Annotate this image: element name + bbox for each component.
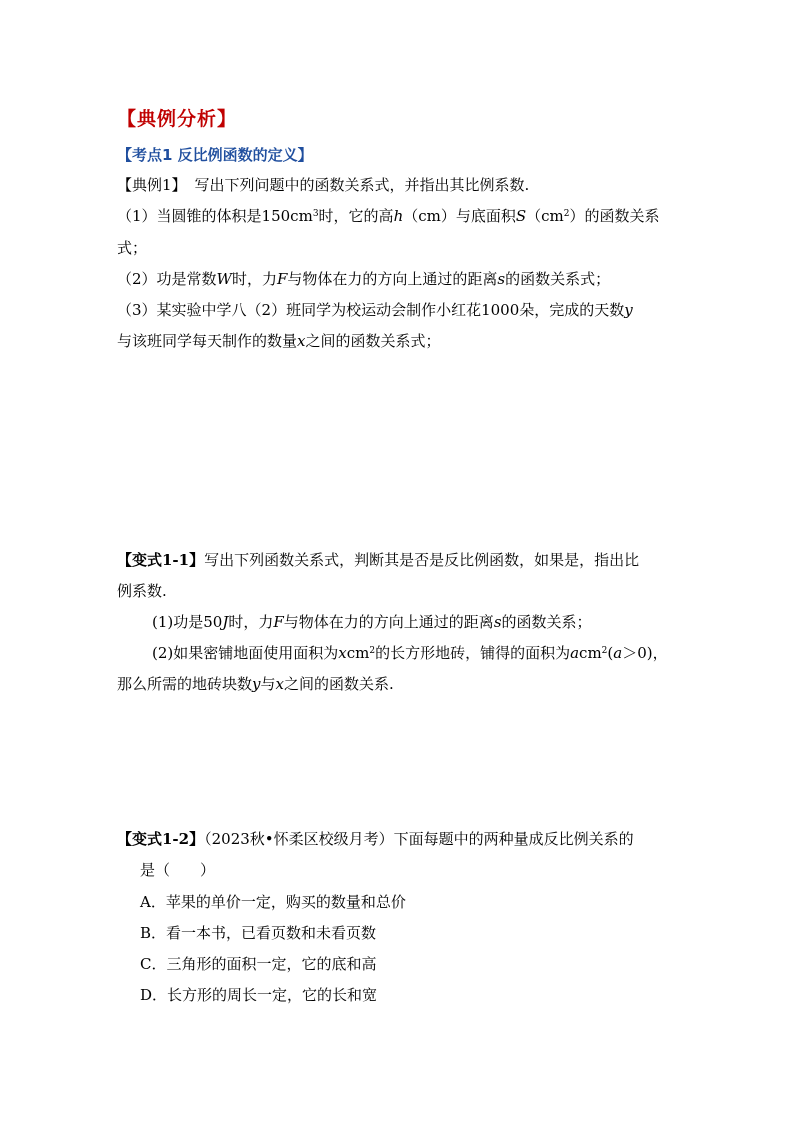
- variant-1-1-heading: 【变式1-1】写出下列函数关系式，判断其是否是反比例函数，如果是，指出比: [117, 551, 640, 569]
- kaodian-title: 【考点1 反比例函数的定义】: [117, 146, 313, 164]
- option-c: C．三角形的面积一定，它的底和高: [140, 955, 377, 973]
- variant-1-1-label: 【变式1-1】: [117, 551, 205, 569]
- example-1-q3-cont: 与该班同学每天制作的数量x之间的函数关系式；: [117, 332, 441, 350]
- example-1-prompt: 写出下列问题中的函数关系式，并指出其比例系数.: [194, 176, 530, 194]
- section-title: 【典例分析】: [117, 108, 238, 130]
- example-1-q1: （1）当圆锥的体积是$150cm^3$时，它的高h（cm）与底面积$S(cm^2)$的函数关系: [117, 207, 660, 225]
- example-1-q2: （2）功是常数W时，力F与物体在力的方向上通过的距离s的函数关系式；: [117, 270, 611, 288]
- option-a: A．苹果的单价一定，购买的数量和总价: [140, 893, 406, 911]
- option-d: D．长方形的周长一定，它的长和宽: [140, 986, 378, 1004]
- variant-1-1-q2: (2)如果密铺地面使用面积为xcm$^2$的长方形地砖，铺得的面积为acm$^2$(a＞0)，: [152, 644, 668, 662]
- option-b: B．看一本书，已看页数和未看页数: [140, 924, 377, 942]
- variant-1-2-prompt-cont: 是（ ）: [140, 861, 216, 879]
- variant-1-1-q1: (1)功是50J时，力F与物体在力的方向上通过的距离s的函数关系；: [152, 613, 592, 631]
- variant-1-2-label: 【变式1-2】: [117, 830, 205, 848]
- example-1-q1-cont: 式；: [117, 239, 148, 257]
- example-1-heading: [117, 175, 529, 195]
- variant-1-1-q2-cont: 那么所需的地砖块数y与x之间的函数关系.: [117, 675, 394, 693]
- example-1-q3: （3）某实验中学八（2）班同学为校运动会制作小红花1000朵，完成的天数y: [117, 301, 633, 319]
- variant-1-2-heading: 【变式1-2】（2023秋•怀柔区校级月考）下面每题中的两种量成反比例关系的: [117, 830, 634, 848]
- example-1-label: 【典例1】: [117, 176, 187, 194]
- variant-1-1-prompt-cont: 例系数.: [117, 582, 167, 600]
